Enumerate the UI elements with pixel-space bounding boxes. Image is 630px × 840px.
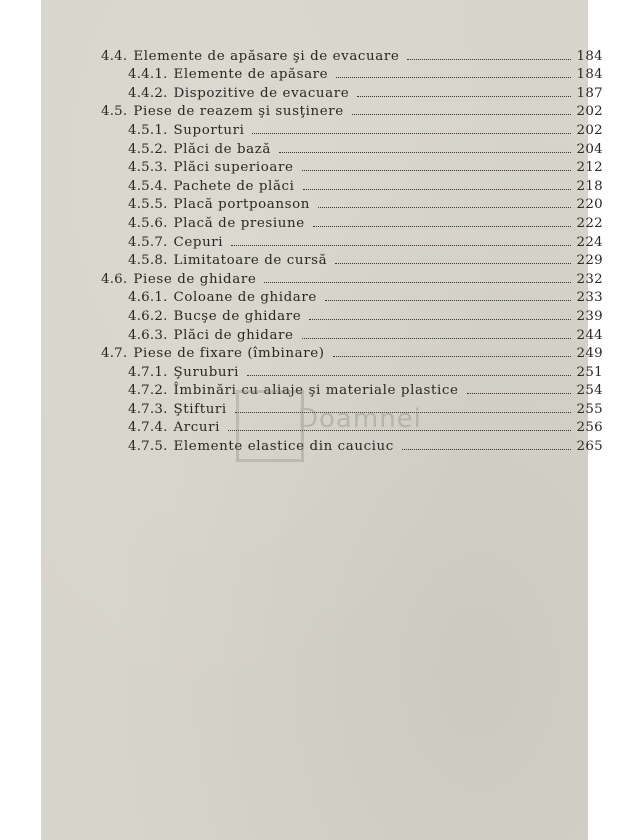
toc-entry: [101, 324, 603, 343]
toc-entry-title: Placă portpoanson: [173, 197, 310, 213]
dot-leader: [357, 95, 570, 97]
toc-entry-number: 4.5.3.: [128, 160, 168, 176]
dot-leader: [402, 448, 571, 450]
toc-entry-number: 4.5.: [101, 104, 128, 120]
toc-entry-page: 249: [576, 346, 603, 362]
toc-entry-number: 4.4.: [101, 48, 128, 64]
toc-entry-number: 4.7.3.: [128, 401, 168, 417]
toc-entry: [101, 268, 603, 287]
dot-leader: [303, 188, 571, 190]
toc-entry: [101, 343, 603, 362]
toc-entry-title: Elemente de apăsare şi de evacuare: [133, 48, 400, 64]
toc-entry-page: 212: [576, 160, 603, 176]
toc-entry-number: 4.4.2.: [128, 85, 168, 101]
watermark-logo: [236, 390, 422, 460]
dot-leader: [335, 262, 570, 264]
dot-leader: [302, 169, 571, 171]
dot-leader: [309, 318, 570, 320]
dot-leader: [467, 392, 571, 394]
dot-leader: [264, 281, 570, 283]
toc-entry-title: Suporturi: [173, 122, 245, 138]
toc-entry-title: Piese de fixare (îmbinare): [133, 346, 325, 362]
toc-entry-title: Şuruburi: [173, 364, 240, 380]
toc-entry-page: 244: [576, 327, 603, 343]
dot-leader: [407, 58, 570, 60]
toc-entry-number: 4.5.6.: [128, 215, 168, 231]
toc-entry-page: 265: [576, 439, 603, 455]
toc-entry-page: 184: [576, 67, 603, 83]
toc-entry: [101, 175, 603, 194]
dot-leader: [336, 76, 570, 78]
toc-entry-number: 4.5.1.: [128, 122, 168, 138]
dot-leader: [247, 374, 570, 376]
toc-entry-number: 4.6.3.: [128, 327, 168, 343]
toc-entry-number: 4.6.2.: [128, 308, 168, 324]
watermark-box: [236, 390, 304, 462]
dot-leader: [352, 113, 571, 115]
toc-entry-page: 202: [576, 104, 603, 120]
toc-entry: [101, 119, 603, 138]
toc-entry-title: Dispozitive de evacuare: [173, 85, 350, 101]
toc-entry: [101, 231, 603, 250]
toc-entry-title: Limitatoare de cursă: [173, 253, 328, 269]
toc-entry-page: 218: [576, 178, 603, 194]
toc-entry-page: 256: [576, 420, 603, 436]
toc-entry-number: 4.7.4.: [128, 420, 168, 436]
toc-entry-title: Placă de presiune: [173, 215, 305, 231]
toc-entry-page: 187: [576, 85, 603, 101]
toc-entry-number: 4.7.1.: [128, 364, 168, 380]
toc-entry-page: 220: [576, 197, 603, 213]
toc-entry-page: 202: [576, 122, 603, 138]
watermark-text: Doamnei: [298, 404, 422, 434]
toc-entry-title: Coloane de ghidare: [173, 290, 317, 306]
toc-entry-title: Piese de ghidare: [133, 271, 257, 287]
toc-entry: [101, 212, 603, 231]
toc-entry-title: Cepuri: [173, 234, 224, 250]
dot-leader: [252, 132, 570, 134]
toc-entry-page: 204: [576, 141, 603, 157]
toc-entry-number: 4.6.1.: [128, 290, 168, 306]
toc-entry: [101, 157, 603, 176]
dot-leader: [279, 151, 571, 153]
toc-entry-title: Plăci de bază: [173, 141, 271, 157]
toc-entry-page: 239: [576, 308, 603, 324]
dot-leader: [231, 244, 570, 246]
toc-entry-number: 4.6.: [101, 271, 128, 287]
toc-entry: [101, 64, 603, 83]
toc-entry-title: Elemente elastice din cauciuc: [173, 439, 394, 455]
toc-entry: [101, 138, 603, 157]
book-page: [41, 0, 603, 840]
toc-entry-number: 4.5.8.: [128, 253, 168, 269]
dot-leader: [325, 299, 571, 301]
toc-entry-page: 229: [576, 253, 603, 269]
toc-entry-title: Ştifturi: [173, 401, 227, 417]
toc-entry: [101, 250, 603, 269]
toc-entry: [101, 287, 603, 306]
toc-entry-title: Bucşe de ghidare: [173, 308, 302, 324]
toc-entry: [101, 194, 603, 213]
toc-entry: [101, 82, 603, 101]
toc-entry: [101, 305, 603, 324]
toc-entry-number: 4.5.4.: [128, 178, 168, 194]
toc-entry-page: 254: [576, 383, 603, 399]
dot-leader: [318, 206, 571, 208]
dot-leader: [333, 355, 571, 357]
toc-entry: [101, 45, 603, 64]
toc-entry-page: 251: [576, 364, 603, 380]
toc-entry: [101, 361, 603, 380]
toc-entry-title: Plăci de ghidare: [173, 327, 294, 343]
dot-leader: [302, 337, 571, 339]
toc-entry-title: Elemente de apăsare: [173, 67, 329, 83]
toc-entry-title: Plăci superioare: [173, 160, 294, 176]
toc-entry-page: 224: [576, 234, 603, 250]
toc-entry-number: 4.5.7.: [128, 234, 168, 250]
toc-entry-number: 4.7.2.: [128, 383, 168, 399]
toc-entry-title: Piese de reazem şi susţinere: [133, 104, 344, 120]
toc-entry-page: 222: [576, 215, 603, 231]
toc-entry: [101, 101, 603, 120]
toc-entry-number: 4.7.5.: [128, 439, 168, 455]
toc-entry-page: 232: [576, 271, 603, 287]
dot-leader: [313, 225, 571, 227]
toc-entry-page: 233: [576, 290, 603, 306]
toc-entry-number: 4.4.1.: [128, 67, 168, 83]
toc-entry-number: 4.5.2.: [128, 141, 168, 157]
toc-entry-title: Îmbinări cu aliaje şi materiale plastice: [173, 383, 459, 399]
toc-entry-title: Pachete de plăci: [173, 178, 295, 194]
toc-entry-number: 4.5.5.: [128, 197, 168, 213]
toc-entry-page: 255: [576, 401, 603, 417]
toc-entry-page: 184: [576, 48, 603, 64]
toc-entry-title: Arcuri: [173, 420, 221, 436]
toc-entry-number: 4.7.: [101, 346, 128, 362]
